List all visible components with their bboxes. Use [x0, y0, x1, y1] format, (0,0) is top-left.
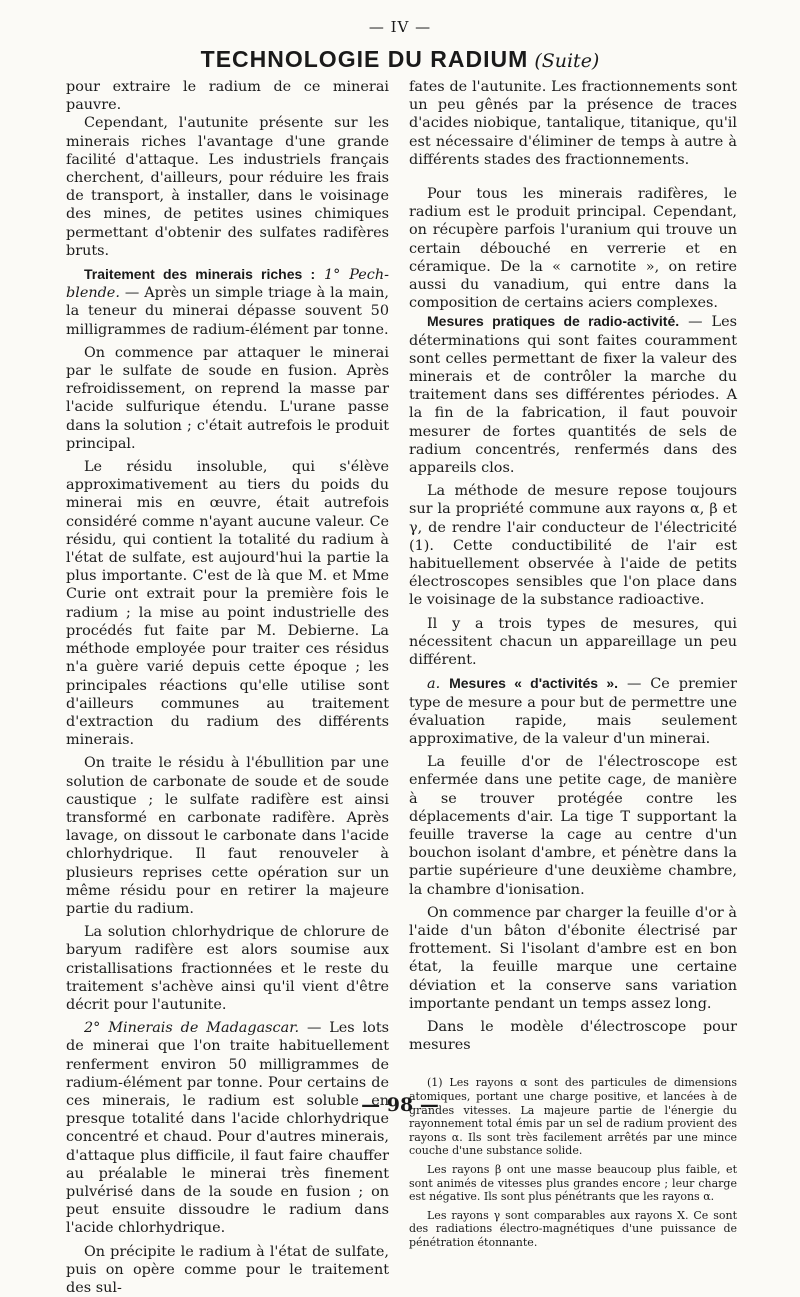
- paragraph: pour extraire le radium de ce minerai pauvre.: [66, 79, 389, 114]
- paragraph: On commence par charger la feuille d'or à l'aide d'un bâton d'ébonite électrisé par frottement. Si l'isolant d'ambre est en bon état, la feuille marque une certaine déviation et la conserve sans variation importante pendant un temps assez long.: [409, 904, 737, 1012]
- article-title: TECHNOLOGIE DU RADIUM: [200, 46, 529, 72]
- section-heading: Mesures pratiques de radio-activité.: [427, 313, 680, 330]
- section-paragraph: Traitement des minerais riches : 1° Pech-blende. — Après un simple triage à la main, la teneur du minerai dépasse souvent 50 milligrammes de radium-élément par tonne.: [66, 266, 389, 338]
- subsection-heading: 1° Pech-blende.: [66, 267, 389, 302]
- list-letter: a.: [427, 676, 441, 693]
- section-paragraph: Mesures pratiques de radio-activité. — Les déterminations qui sont faites couramment sont celles permettant de fixer la valeur des minerais et de contrôler la marche du traitement dans ses différentes périodes. A la fin de la fabrication, il faut pouvoir mesurer de fortes quantités de sels de radium concentrés, renfermés dans des appareils clos.: [409, 313, 737, 477]
- paragraph: Pour tous les minerais radifères, le radium est le produit principal. Cependant, on récupère parfois l'uranium qui trouve un certain débouché en verrerie et en céramique. De la « carnotite », on retire aussi du vanadium, qui entre dans la composition de certains aciers complexes.: [409, 186, 737, 312]
- footnote: Les rayons γ sont comparables aux rayons X. Ce sont des radiations électro-magnétiques d'une puissance de pénétration étonnante.: [409, 1208, 737, 1249]
- paragraph: On précipite le radium à l'état de sulfate, puis on opère comme pour le traitement des sul-: [66, 1243, 389, 1296]
- section-paragraph: 2° Minerais de Madagascar. — Les lots de minerai que l'on traite habituellement renferment environ 50 milligrammes de radium-élément par tonne. Pour certains de ces minerais, le radium est soluble en presque totalité dans l'acide chlorhydrique concentré et chaud. Pour d'autres minerais, d'attaque plus difficile, il faut faire chauffer au préalable le minerai très finement pulvérisé dans de la soude en fusion ; on peut ensuite dissoudre le radium dans l'acide chlorhydrique.: [66, 1020, 390, 1237]
- section-paragraph: a. Mesures « d'activités ». — Ce premier type de mesure a pour but de permettre une évaluation rapide, mais seulement approximative, de la valeur d'un minerai.: [409, 675, 738, 747]
- footnote: Les rayons β ont une masse beaucoup plus faible, et sont animés de vitesses plus grandes encore ; leur charge est négative. Ils sont plus pénétrants que les rayons α.: [409, 1162, 737, 1204]
- roman-page-number: — IV —: [368, 18, 432, 36]
- paragraph: On traite le résidu à l'ébullition par une solution de carbonate de soude et de soude caustique ; le sulfate radifère est ainsi transformé en carbonate radifère. Après lavage, on dissout le carbonate dans l'acide chlorhydrique. Il faut renouveler à plusieurs reprises cette opération sur un même résidu pour en retirer la majeure partie du radium.: [66, 755, 389, 917]
- paragraph: Cependant, l'autunite présente sur les minerais riches l'avantage d'une grande facilité d'attaque. Les industriels français cherchent, d'ailleurs, pour réduire les frais de transport, à installer, dans le voisinage des mines, de petites usines chimiques permettant d'obtenir des sulfates radifères bruts.: [66, 115, 389, 259]
- title-suffix: (Suite): [534, 50, 600, 72]
- page-number: — 98 —: [361, 1094, 439, 1116]
- paragraph: Le résidu insoluble, qui s'élève approximativement au tiers du poids du minerai mis en œuvre, était autrefois considéré comme n'ayant aucune valeur. Ce résidu, qui contient la totalité du radium à l'état de sulfate, est aujourd'hui la partie la plus importante. C'est de là que M. et Mme Curie ont extrait pour la première fois le radium ; la mise au point industrielle des procédés fut faite par M. Debierne. La méthode employée pour traiter ces résidus n'a guère varié depuis cette époque ; les principales réactions qu'elle utilise sont d'ailleurs communes au traitement d'extraction du radium des différents minerais.: [66, 459, 389, 749]
- right-column: [409, 78, 737, 1254]
- running-title: [0, 46, 800, 73]
- footnote: (1) Les rayons α sont des particules de dimensions atomiques, portant une charge positive, et lancées à de grandes vitesses. La majeure partie de l'énergie du rayonnement total émis par un sel de radium provient des rayons α. Ils sont très facilement arrêtés par une mince couche d'une substance solide.: [409, 1076, 737, 1158]
- paragraph: La méthode de mesure repose toujours sur la propriété commune aux rayons α, β et γ, de rendre l'air conducteur de l'électricité (1). Cette conductibilité de l'air est habituellement observée à l'aide de petits électroscopes sensibles que l'on place dans le voisinage de la substance radioactive.: [409, 483, 737, 609]
- subsection-heading: 2° Minerais de Madagascar.: [84, 1020, 300, 1037]
- paragraph: Il y a trois types de mesures, qui nécessitent chacun un appareillage un peu différent.: [409, 615, 737, 669]
- paragraph: fates de l'autunite. Les fractionnements sont un peu gênés par la présence de traces d'acides niobique, tantalique, titanique, qu'il est nécessaire d'éliminer de temps à autre à différents stades des fractionnements.: [409, 79, 737, 168]
- paragraph: La solution chlorhydrique de chlorure de baryum radifère est alors soumise aux cristallisations fractionnées et le reste du traitement s'achève ainsi qu'il vient d'être décrit pour l'autunite.: [66, 924, 389, 1013]
- section-heading: Mesures « d'activités ».: [449, 675, 619, 692]
- paragraph: La feuille d'or de l'électroscope est enfermée dans une petite cage, de manière à se trouver protégée contre les déplacements d'air. La tige T supportant la feuille traverse la cage au centre d'un bouchon isolant d'ambre, et pénètre dans la partie supérieure d'une deuxième chambre, la chambre d'ionisation.: [409, 754, 737, 898]
- section-heading: Traitement des minerais riches :: [84, 266, 316, 283]
- paragraph: Dans le modèle d'électroscope pour mesures: [409, 1018, 737, 1054]
- paragraph: On commence par attaquer le minerai par le sulfate de soude en fusion. Après refroidissement, on reprend la masse par l'acide sulfurique étendu. L'urane passe dans la solution ; c'était autrefois le produit principal.: [66, 344, 389, 452]
